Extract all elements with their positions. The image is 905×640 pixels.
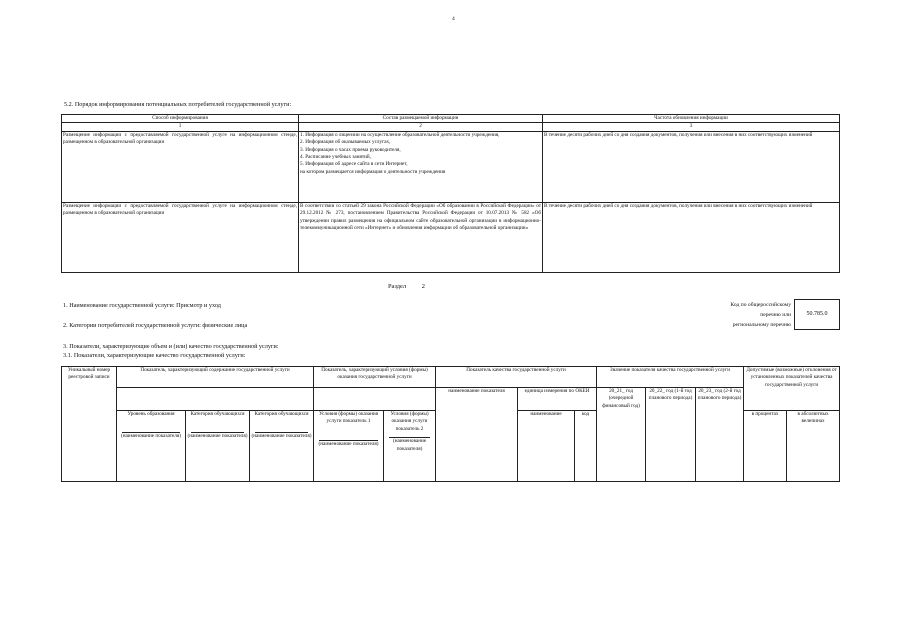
- registry-code-label: [690, 301, 791, 330]
- name-note: (наименование показателя): [318, 440, 379, 447]
- header-method: Способ информирования: [62, 115, 299, 123]
- composition-line: 2. Информация об оказываемых услугах,: [300, 139, 391, 146]
- name-note: (наименование показателя): [187, 433, 248, 440]
- column-number: 2: [299, 123, 543, 131]
- consumer-categories: 2. Категории потребителей государственной услуги: физические лица: [63, 322, 248, 329]
- condition-column: [384, 411, 436, 482]
- condition-column: [314, 411, 384, 482]
- composition-line: 5. Информация об адресе сайта в сети Интернет,: [300, 161, 408, 168]
- quality-indicator-header: Показатель качества государственной услуги: [436, 367, 597, 388]
- method-cell: Размещение информации с предоставляемой государственной услуге на информационном стенде, размещенном в образовательной организации: [62, 202, 299, 272]
- column-number: 3: [543, 123, 840, 131]
- page-number: 4: [452, 16, 455, 22]
- service-name: 1. Наименование государственной услуги: Присмотр и уход: [63, 302, 221, 309]
- content-column: [117, 411, 186, 482]
- in-percent-header: в процентах: [744, 411, 787, 482]
- unit-header: единица измерения по ОКЕИ: [518, 388, 597, 411]
- section-number: 2: [421, 283, 425, 290]
- conditions-spacer: [314, 388, 436, 411]
- content-column-label: Уровень образования: [127, 411, 175, 417]
- composition-line: на котором размещается информация о деятельности учреждения: [300, 168, 446, 175]
- content-spacer: [117, 388, 314, 411]
- registry-label-line: перечню или: [760, 311, 791, 318]
- frequency-cell: В течение десяти рабочих дней со дня создания документов, получения или внесения в них соответствующих изменений: [543, 202, 840, 272]
- registry-code-box: 50.785.0: [794, 299, 840, 330]
- year1-header: 20_21_ год (очередной финансовый год): [597, 388, 646, 482]
- registry-label-line: Код по общероссийскому: [730, 302, 791, 308]
- content-column-label: Категория обучающихся: [254, 411, 309, 417]
- section-5-2-heading: 5.2. Порядок информирования потенциальных потребителей государственной услуги:: [64, 101, 292, 108]
- composition-cell: [299, 131, 543, 202]
- informing-table-header: [62, 115, 840, 123]
- name-note: (наименование показателя): [251, 433, 312, 440]
- name-note: (наименование показателя): [121, 433, 181, 440]
- year2-header: 20_22_ год (1-й год планового периода): [646, 388, 696, 482]
- condition-column-label: Условия (формы) оказания услуги показатель 1: [318, 411, 379, 425]
- content-column-label: Категория обучающихся: [190, 411, 245, 417]
- method-cell: Размещение информации с предоставляемой государственной услуге на информационном стенде, размещенном в образовательной организации: [62, 131, 299, 202]
- conditions-indicator-header: Показатель, характеризующий условия (формы) оказания государственной услуги: [314, 367, 436, 388]
- header-composition: Состав размещаемой информации: [299, 115, 543, 123]
- composition-line: 1. Информация о лицензии на осуществление образовательной деятельности учреждения,: [300, 131, 500, 138]
- content-column: [186, 411, 250, 482]
- quality-heading: 3.1. Показатели, характеризующие качество государственной услуги:: [63, 352, 246, 359]
- unique-number-header: Уникальный номер реестровой записи: [62, 367, 117, 482]
- unit-name-header: наименование: [518, 411, 575, 482]
- unit-code-header: код: [575, 411, 597, 482]
- indicators-heading: 3. Показатели, характеризующие объем и (или) качество государственной услуги:: [63, 343, 279, 350]
- informing-row: [62, 202, 840, 272]
- composition-line: 4. Расписание учебных занятий,: [300, 153, 371, 160]
- name-note: (наименование показателя): [392, 438, 427, 452]
- informing-row: [62, 131, 840, 202]
- section-title: [388, 283, 425, 292]
- informing-table-numbers: [62, 123, 840, 131]
- column-number: 1: [62, 123, 299, 131]
- section-label: Раздел: [388, 283, 407, 290]
- in-absolute-header: в абсолютных величинах: [787, 411, 840, 482]
- frequency-cell: В течение десяти рабочих дней со дня создания документов, получения или внесения в них соответствующих изменений: [543, 131, 840, 202]
- registry-label-line: региональному перечню: [732, 321, 791, 328]
- quality-name-header: наименование показателя: [436, 388, 518, 482]
- informing-table: [61, 114, 840, 273]
- content-column: [250, 411, 314, 482]
- header-frequency: Частота обновления информации: [543, 115, 840, 123]
- quality-values-header: Значение показателя качества государственной услуги: [597, 367, 744, 388]
- content-indicator-header: Показатель, характеризующий содержание государственной услуги: [117, 367, 314, 388]
- composition-cell: В соответствии со статьей 29 закона Российской Федерации «Об образовании в Российской Федерации» от 29.12.2012 № 273, постановлением Правительства Российской Федерации от 10.07.2013 № 582 «Об утверждении правил размещения на официальном сайте образовательной организации в информационно-телекоммуникационной сети «Интернет» и обновления информации об образовательной организации»: [299, 202, 543, 272]
- year3-header: 20_23_ год (2-й год планового периода): [696, 388, 744, 482]
- deviations-header: Допустимые (возможные) отклонения от установленных показателей качества государственной услуги: [744, 367, 840, 411]
- condition-column-label: Условия (формы) оказания услуги показатель 2: [390, 411, 429, 432]
- quality-table: [61, 366, 840, 482]
- composition-line: 3. Информация о часах приема руководителя,: [300, 146, 401, 153]
